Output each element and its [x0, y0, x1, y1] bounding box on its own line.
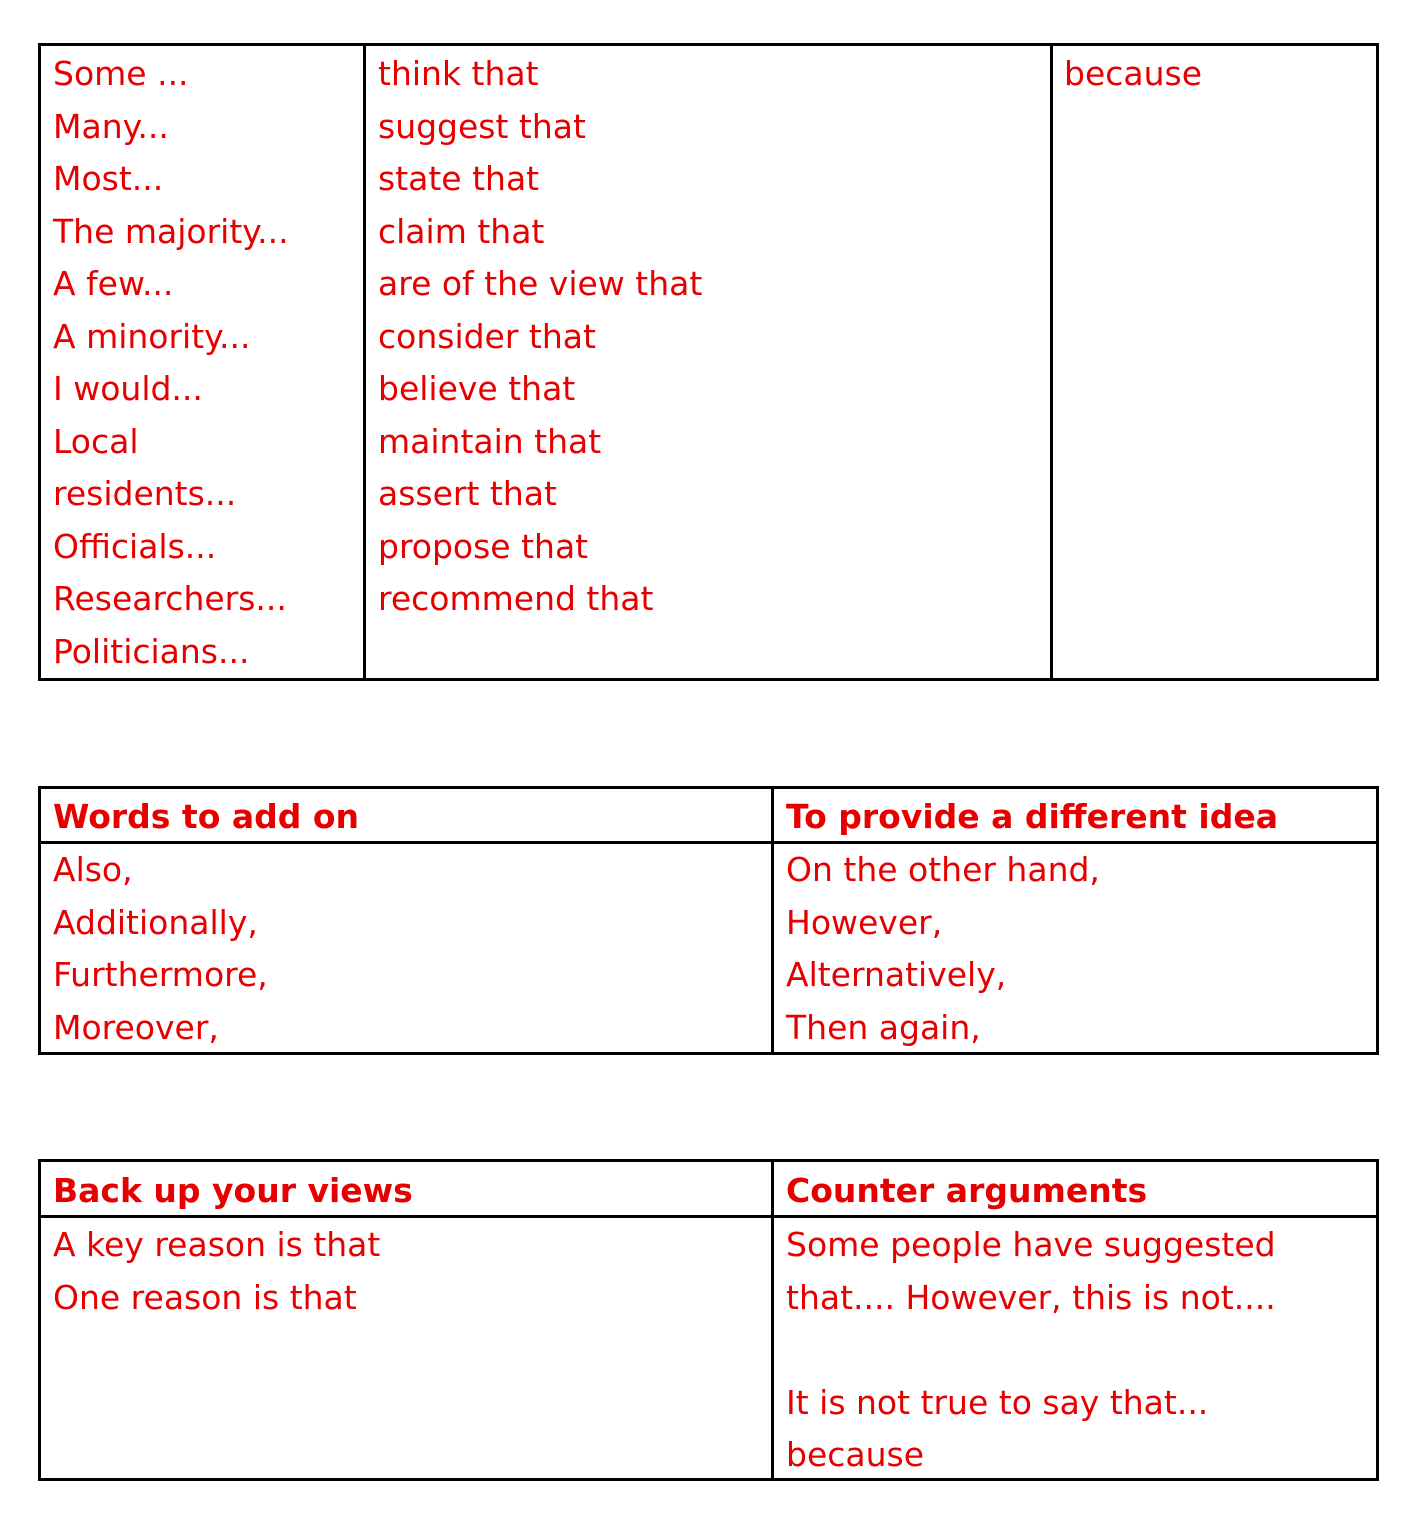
back-up-items-cell	[41, 1219, 773, 1324]
subjects-cell	[41, 48, 366, 678]
counter-argument-line: that.... However, this is not....	[786, 1277, 1276, 1317]
counter-argument-line: It is not true to say that...	[786, 1382, 1209, 1422]
verbs-cell	[366, 48, 1052, 626]
subject-item: A few...	[53, 264, 174, 303]
subject-item: I would...	[53, 369, 203, 408]
verb-item: suggest that	[378, 106, 586, 146]
verb-item: recommend that	[378, 579, 654, 618]
verb-item: are of the view that	[378, 264, 703, 303]
add-on-item: Moreover,	[53, 1007, 219, 1047]
opinion-phrases-table	[38, 43, 1379, 681]
back-up-header: Back up your views	[53, 1171, 413, 1210]
back-up-header-cell	[41, 1165, 773, 1218]
connector-cell	[1052, 48, 1376, 101]
add-on-item: Also,	[53, 850, 133, 889]
add-on-items-cell	[41, 844, 773, 1054]
counter-arguments-header: Counter arguments	[786, 1171, 1148, 1210]
verb-item: consider that	[378, 316, 596, 356]
add-on-header-cell	[41, 791, 773, 844]
subject-item: residents...	[53, 474, 237, 513]
arguments-table	[38, 1159, 1379, 1481]
connector-text: because	[1064, 54, 1203, 93]
different-idea-header-cell	[774, 791, 1374, 844]
counter-argument-line: Some people have suggested	[786, 1225, 1276, 1264]
subject-item: Politicians...	[53, 631, 250, 671]
subject-item: A minority...	[53, 316, 251, 356]
counter-arguments-cell	[774, 1219, 1374, 1482]
different-idea-item: On the other hand,	[786, 850, 1100, 889]
different-idea-item: Alternatively,	[786, 955, 1007, 994]
subject-item: Local	[53, 421, 139, 461]
subject-item: The majority...	[53, 211, 289, 251]
counter-argument-spacer	[786, 1324, 1374, 1377]
linking-words-table	[38, 786, 1379, 1055]
verb-item: claim that	[378, 211, 545, 251]
add-on-item: Furthermore,	[53, 955, 268, 994]
verb-item: assert that	[378, 474, 557, 513]
add-on-item: Additionally,	[53, 902, 258, 942]
verb-item: believe that	[378, 369, 576, 408]
back-up-item: One reason is that	[53, 1277, 357, 1317]
different-idea-item: However,	[786, 902, 943, 942]
verb-item: propose that	[378, 526, 589, 566]
subject-item: Some ...	[53, 54, 189, 93]
verb-item: state that	[378, 159, 540, 198]
subject-item: Most...	[53, 159, 164, 198]
back-up-item: A key reason is that	[53, 1225, 381, 1264]
counter-argument-line: because	[786, 1435, 925, 1474]
verb-item: maintain that	[378, 421, 602, 461]
different-idea-items-cell	[774, 844, 1374, 1054]
different-idea-item: Then again,	[786, 1007, 981, 1047]
subject-item: Officials...	[53, 526, 217, 566]
verb-item: think that	[378, 54, 539, 93]
add-on-header: Words to add on	[53, 797, 360, 836]
subject-item: Researchers...	[53, 579, 287, 618]
different-idea-header: To provide a different idea	[786, 797, 1278, 836]
subject-item: Many...	[53, 106, 169, 146]
counter-arguments-header-cell	[774, 1165, 1374, 1218]
